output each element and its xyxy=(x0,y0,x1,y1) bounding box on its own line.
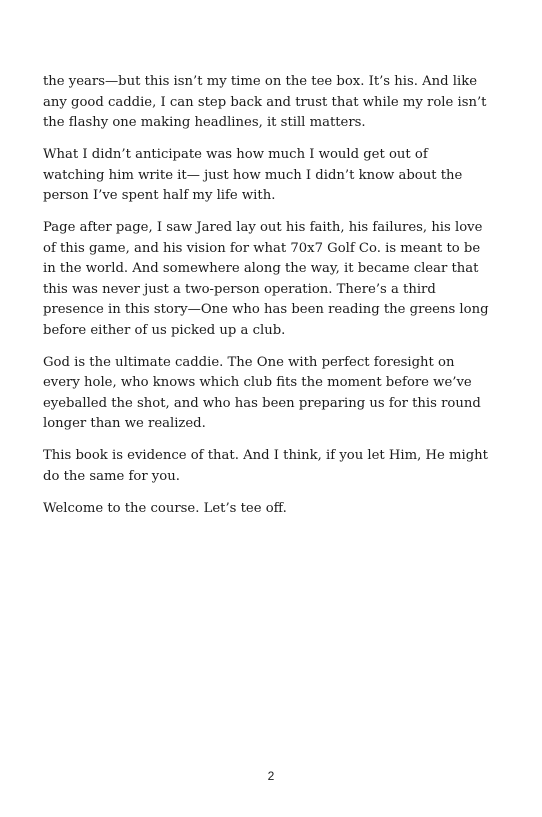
paragraph: Page after page, I saw Jared lay out his faith, his failures, his love of this game, and his vision for what 70x7 Golf Co. is meant to be in the world. And somewhere along the way, it became clear that this was never just a two-person operation. There’s a third presence in this story—One who has been reading the greens long before either of us picked up a club. xyxy=(43,220,489,338)
paragraph: the years—but this isn’t my time on the tee box. It’s his. And like any good caddie, I can step back and trust that while my role isn’t the flashy one making headlines, it still matters. xyxy=(43,74,487,130)
body-text xyxy=(43,72,489,531)
paragraph: Welcome to the course. Let’s tee off. xyxy=(43,500,287,516)
paragraph: God is the ultimate caddie. The One with perfect foresight on every hole, who knows which club fits the moment before we’ve eyeballed the shot, and who has been preparing us for this round longer than we realized. xyxy=(43,354,481,431)
page-number: 2 xyxy=(267,769,275,783)
paragraph: This book is evidence of that. And I think, if you let Him, He might do the same for you. xyxy=(43,448,488,484)
paragraph: What I didn’t anticipate was how much I would get out of watching him write it— just how much I didn’t know about the person I’ve spent half my life with. xyxy=(43,147,463,203)
